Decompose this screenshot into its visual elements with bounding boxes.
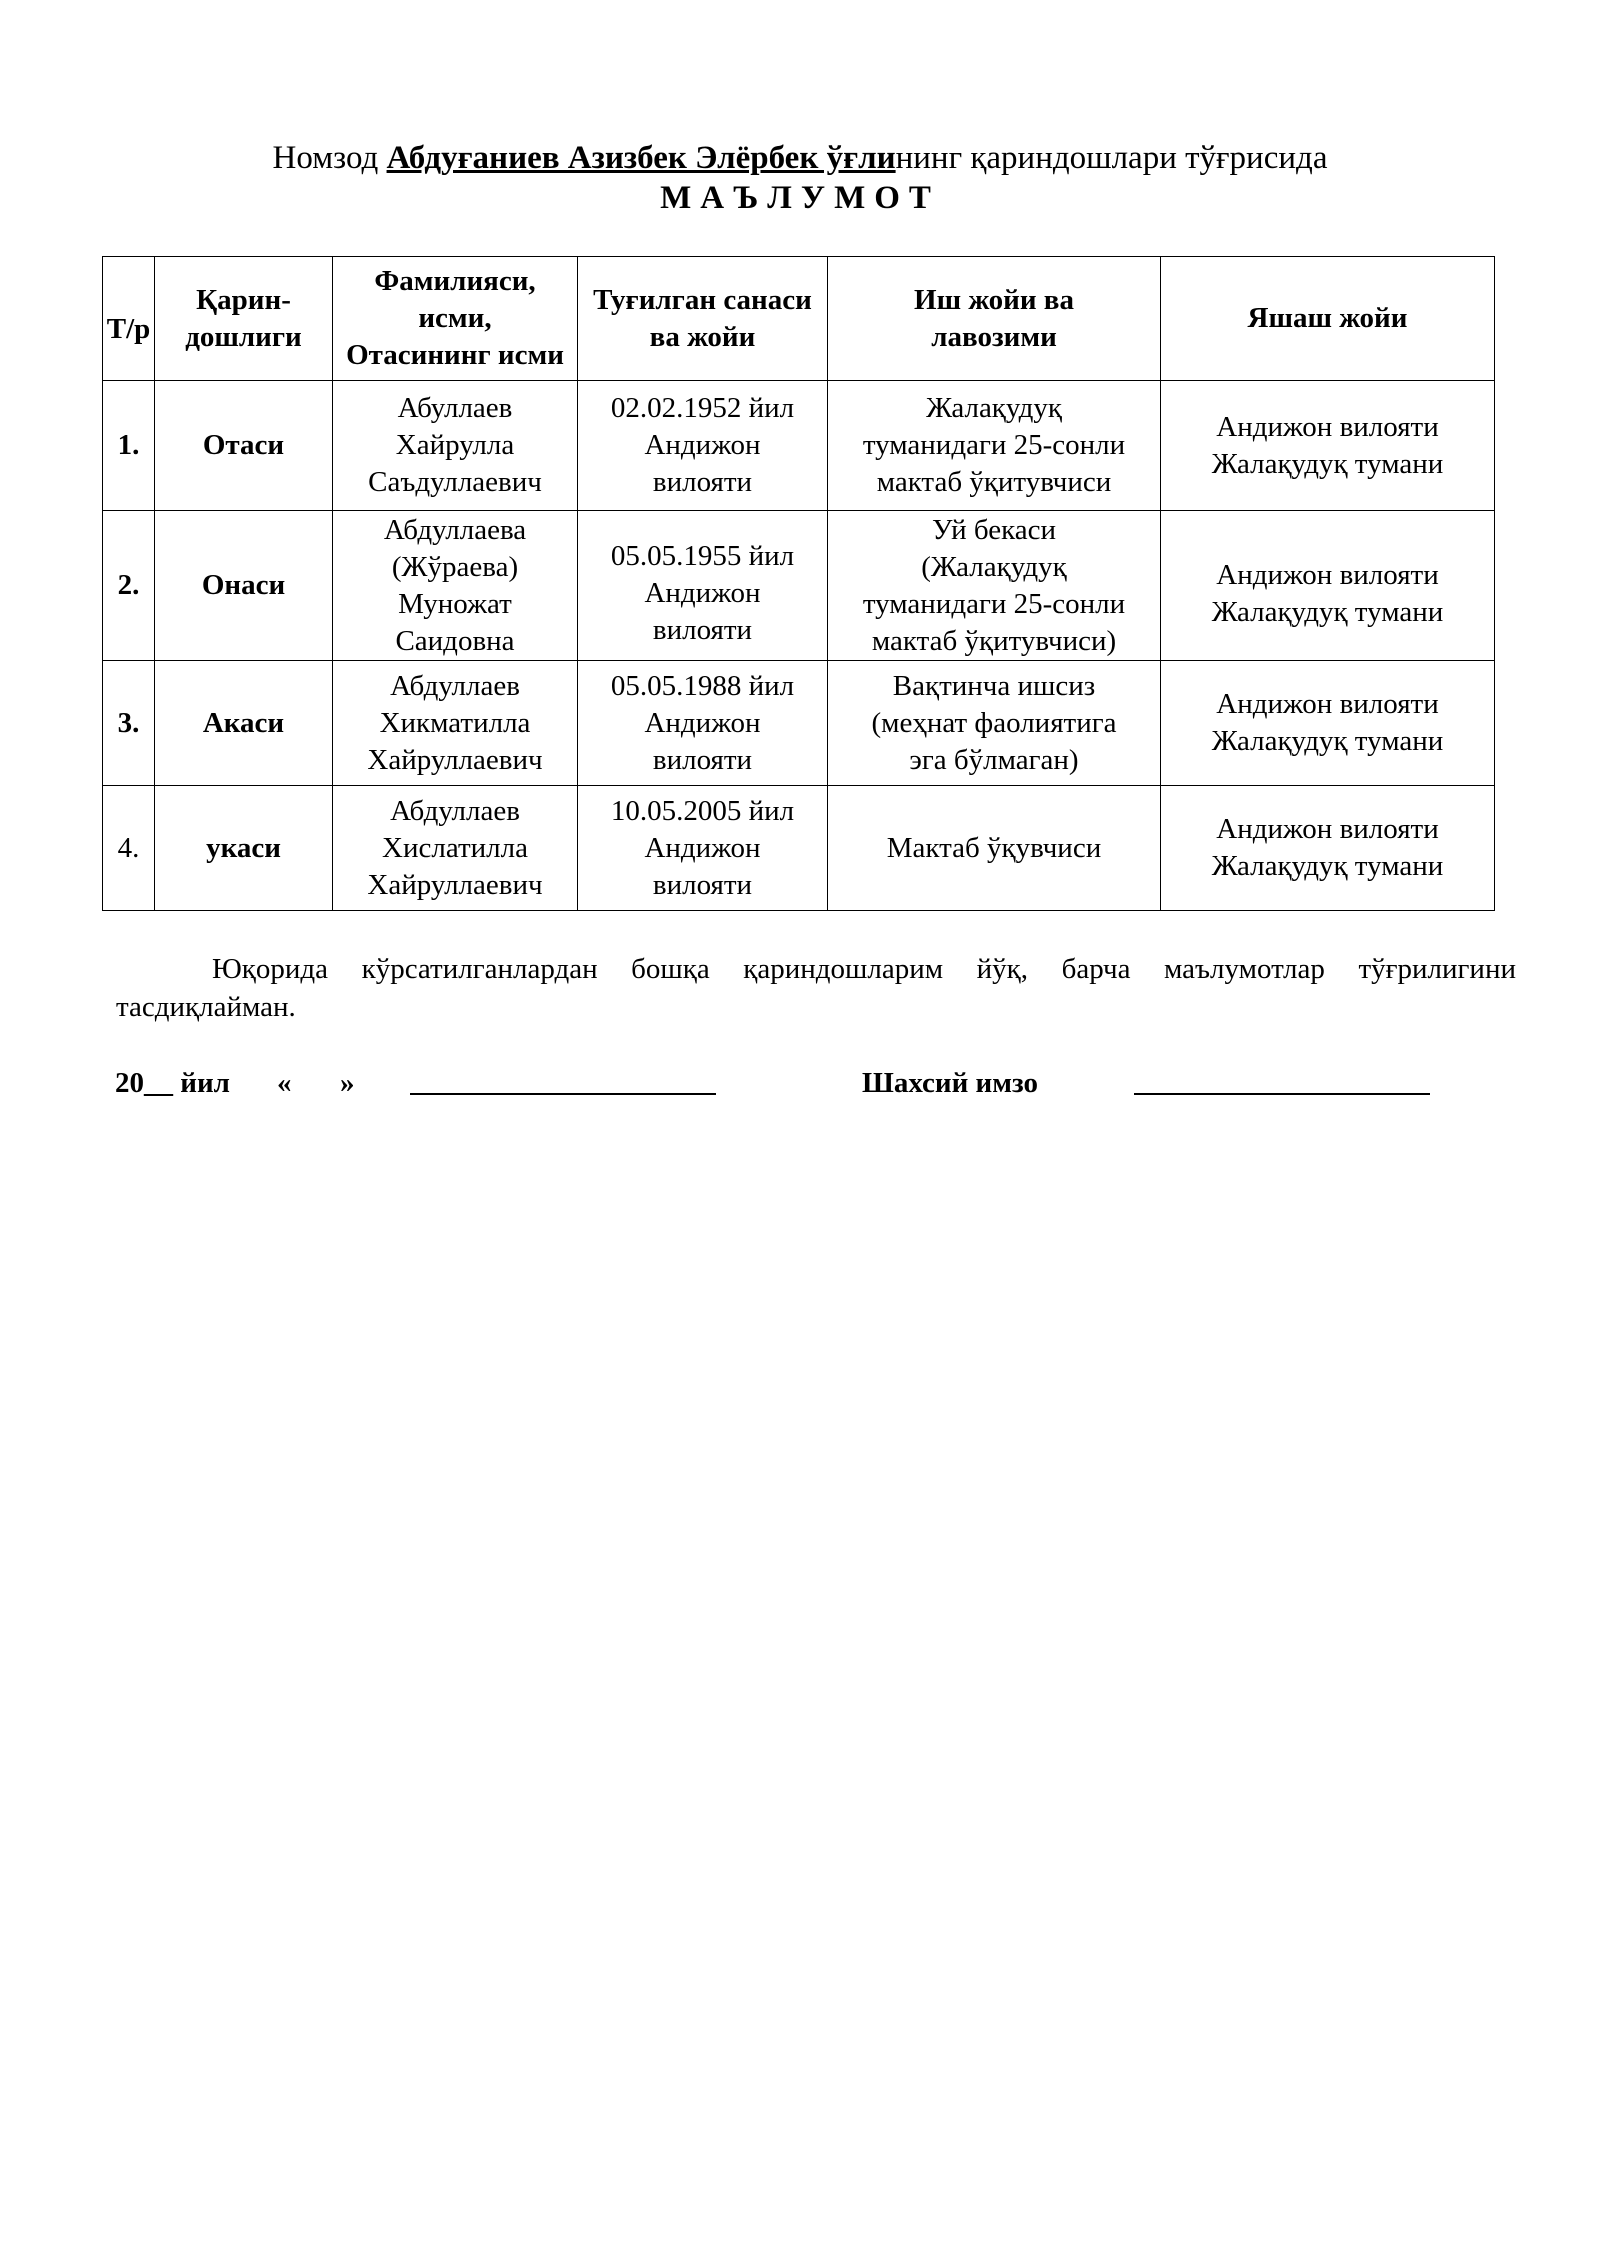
column-header-relation: [155, 257, 333, 381]
row-full-name-text: Абдуллаев Хикматилла Хайруллаевич: [367, 669, 543, 776]
row-work: [828, 661, 1161, 786]
statement-line-2: тасдиқлайман.: [116, 991, 296, 1023]
row-residence-text: Андижон вилояти Жалақудуқ тумани: [1211, 558, 1444, 628]
row-full-name-text: Абдуллаев Хислатилла Хайруллаевич: [367, 794, 543, 901]
row-work-text: Вақтинча ишсиз (меҳнат фаолиятига эга бўлмаган): [871, 669, 1117, 776]
row-residence: [1161, 786, 1495, 911]
row-number: 4.: [103, 786, 155, 911]
column-header-work-text: Иш жойи ва лавозими: [914, 283, 1074, 353]
row-residence: [1161, 511, 1495, 661]
row-work: [828, 381, 1161, 511]
row-full-name: [333, 511, 578, 661]
confirmation-statement: [116, 950, 1516, 1026]
personal-signature-label: Шахсий имзо: [862, 1067, 1038, 1099]
table-row: [103, 786, 1495, 911]
row-birth: [578, 381, 828, 511]
statement-line-1: Юқорида кўрсатилганлардан бошқа қариндошларим йўқ, барча маълумотлар тўғрилигини: [212, 953, 1516, 985]
title-suffix: нинг қариндошлари тўғрисида: [895, 140, 1328, 176]
column-header-name-text: Фамилияси, исми, Отасининг исми: [346, 265, 564, 371]
row-birth-text: 05.05.1955 йил Андижон вилояти: [610, 540, 795, 646]
year-label: 20__ йил: [115, 1067, 230, 1099]
row-birth: [578, 511, 828, 661]
row-full-name: [333, 786, 578, 911]
column-header-residence-text: Яшаш жойи: [1247, 302, 1408, 334]
row-residence-text: Андижон вилояти Жалақудуқ тумани: [1211, 688, 1444, 757]
signature-blank-line: [1134, 1093, 1430, 1095]
row-full-name-text: Абуллаев Хайрулла Саъдуллаевич: [368, 392, 542, 498]
row-work-text: Мактаб ўқувчиси: [886, 831, 1102, 864]
quote-open: «: [277, 1067, 292, 1099]
row-number: 2.: [103, 511, 155, 661]
row-relation: Акаси: [155, 661, 333, 786]
document-title-line: [0, 138, 1600, 178]
row-work-text: Жалақудуқ туманидаги 25-сонли мактаб ўқитувчиси: [862, 392, 1126, 498]
column-header-residence: [1161, 257, 1495, 381]
row-full-name: [333, 661, 578, 786]
row-birth: [578, 786, 828, 911]
title-prefix: Номзод: [272, 140, 387, 176]
table-row: [103, 661, 1495, 786]
table-row: [103, 381, 1495, 511]
row-residence: [1161, 661, 1495, 786]
row-full-name: [333, 381, 578, 511]
row-full-name-text: Абдуллаева (Жўраева) Муножат Саидовна: [383, 513, 527, 657]
date-blank-line: [410, 1093, 716, 1095]
row-work-text: Уй бекаси (Жалақудуқ туманидаги 25-сонли мактаб ўқитувчиси): [862, 513, 1126, 657]
row-work: [828, 786, 1161, 911]
row-relation: укаси: [155, 786, 333, 911]
column-header-work: [828, 257, 1161, 381]
row-relation: Отаси: [155, 381, 333, 511]
row-residence-text: Андижон вилояти Жалақудуқ тумани: [1211, 410, 1444, 480]
document-heading: МАЪЛУМОТ: [660, 180, 940, 216]
table-header-row: [103, 257, 1495, 381]
row-number: 3.: [103, 661, 155, 786]
column-header-birth: [578, 257, 828, 381]
relatives-table: [102, 256, 1495, 911]
row-birth-text: 05.05.1988 йил Андижон вилояти: [610, 669, 795, 776]
row-birth-text: 10.05.2005 йил Андижон вилояти: [610, 794, 795, 901]
row-birth: [578, 661, 828, 786]
row-work: [828, 511, 1161, 661]
row-relation: Онаси: [155, 511, 333, 661]
column-header-birth-text: Туғилган санаси ва жойи: [593, 283, 812, 353]
row-number: 1.: [103, 381, 155, 511]
column-header-relation-text: Қарин- дошлиги: [185, 283, 302, 353]
column-header-name: [333, 257, 578, 381]
column-header-number: Т/р: [103, 257, 155, 381]
row-residence: [1161, 381, 1495, 511]
row-residence-text: Андижон вилояти Жалақудуқ тумани: [1211, 813, 1444, 882]
row-birth-text: 02.02.1952 йил Андижон вилояти: [610, 392, 795, 498]
table-row: [103, 511, 1495, 661]
quote-close: »: [340, 1067, 355, 1099]
candidate-name: Абдуғаниев Азизбек Элёрбек ўғли: [386, 140, 896, 176]
